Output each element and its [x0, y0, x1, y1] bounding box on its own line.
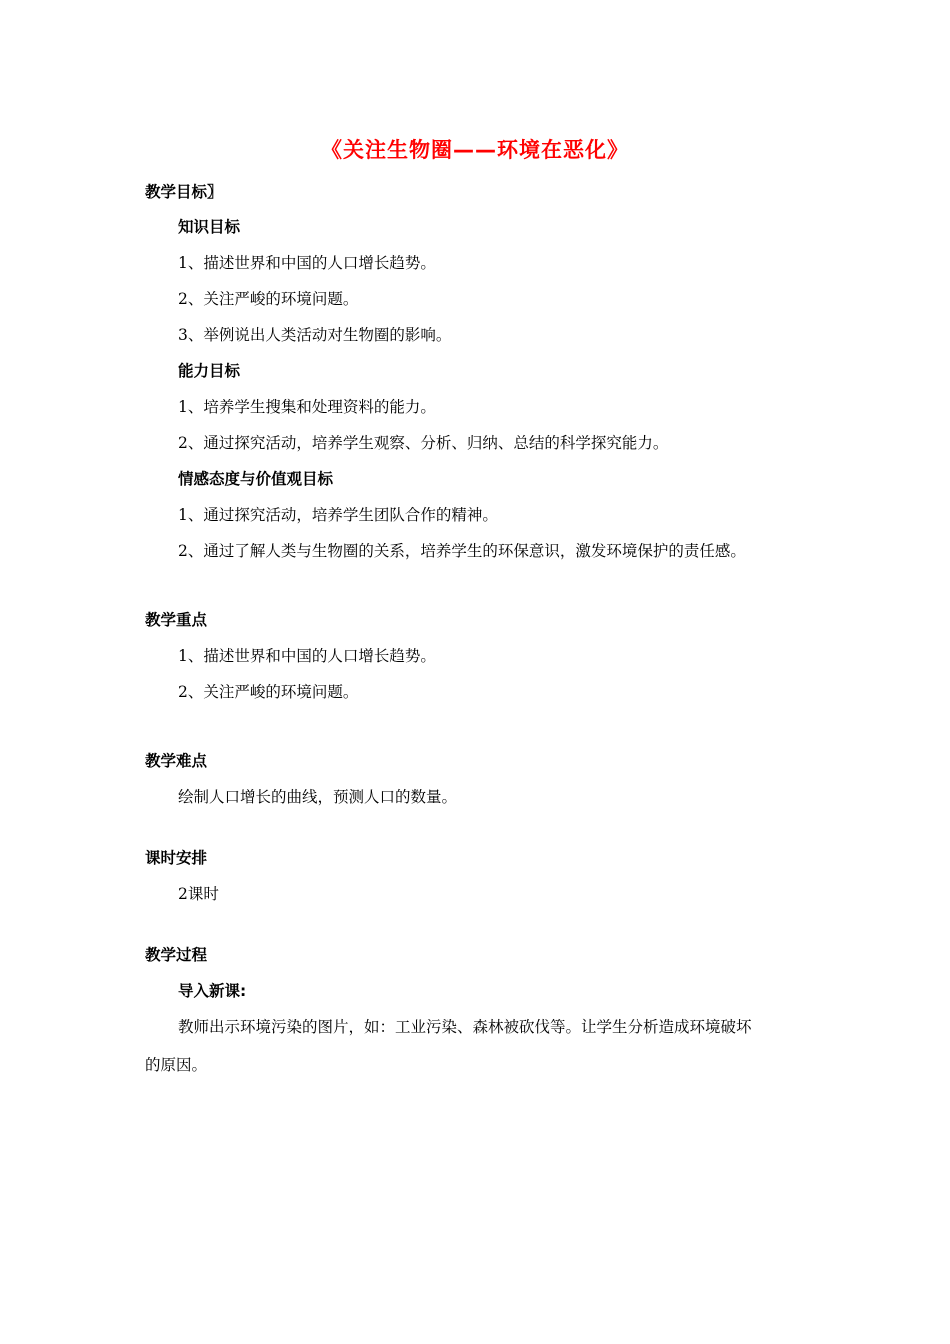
- knowledge-heading: 知识目标: [178, 218, 241, 236]
- list-item: 2、通过探究活动，培养学生观察、分析、归纳、总结的科学探究能力。: [178, 434, 669, 452]
- list-item: 1、描述世界和中国的人口增长趋势。: [178, 254, 436, 272]
- list-item: 2、关注严峻的环境问题。: [178, 683, 359, 701]
- key-points-heading: 教学重点: [145, 611, 208, 629]
- list-item: 2、通过了解人类与生物圈的关系，培养学生的环保意识，激发环境保护的责任感。: [178, 542, 746, 560]
- page-title: 《关注生物圈——环境在恶化》: [321, 138, 629, 162]
- list-item: 2、关注严峻的环境问题。: [178, 290, 359, 308]
- difficult-points-heading: 教学难点: [145, 752, 208, 770]
- intro-heading: 导入新课:: [178, 982, 247, 1000]
- process-heading: 教学过程: [145, 946, 208, 964]
- paragraph-line: 的原因。: [145, 1056, 208, 1074]
- list-item: 1、培养学生搜集和处理资料的能力。: [178, 398, 436, 416]
- list-item: 2课时: [178, 885, 219, 903]
- list-item: 3、举例说出人类活动对生物圈的影响。: [178, 326, 452, 344]
- paragraph-line: 教师出示环境污染的图片，如：工业污染、森林被砍伐等。让学生分析造成环境破坏: [178, 1018, 752, 1036]
- list-item: 1、描述世界和中国的人口增长趋势。: [178, 647, 436, 665]
- list-item: 绘制人口增长的曲线，预测人口的数量。: [178, 788, 458, 806]
- emotion-heading: 情感态度与价值观目标: [178, 470, 334, 488]
- schedule-heading: 课时安排: [145, 849, 208, 867]
- ability-heading: 能力目标: [178, 362, 241, 380]
- objectives-heading: 教学目标〗: [145, 183, 223, 201]
- list-item: 1、通过探究活动，培养学生团队合作的精神。: [178, 506, 498, 524]
